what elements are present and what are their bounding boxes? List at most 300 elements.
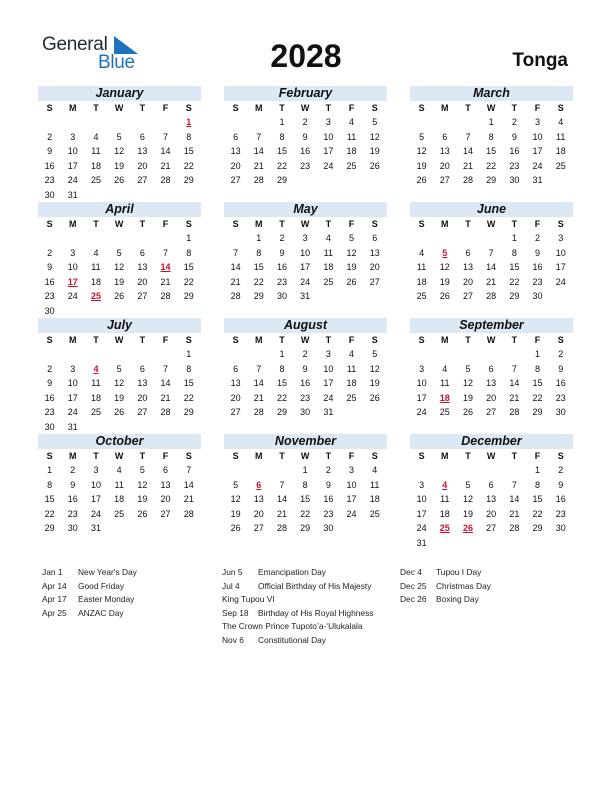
day-cell: 1 [279, 349, 285, 359]
week-row [410, 405, 573, 420]
day-cell: 3 [325, 117, 331, 127]
weekday-label: M [69, 335, 77, 345]
empty-day-cell [108, 420, 131, 435]
month-april [38, 202, 201, 319]
weekday-label: T [325, 335, 332, 345]
month-title: July [38, 318, 201, 333]
week-row [224, 507, 387, 522]
day-cell: 27 [486, 407, 497, 418]
week-row [38, 376, 201, 391]
month-title: September [410, 318, 573, 333]
day-cell: 6 [163, 465, 169, 475]
day-cell: 11 [440, 378, 450, 389]
weekday-label: M [69, 103, 77, 113]
day-cell: 12 [369, 131, 380, 142]
week-row [38, 173, 201, 188]
empty-day-cell [294, 173, 317, 188]
day-cell: 8 [256, 247, 262, 258]
day-cell: 18 [439, 508, 450, 519]
day-cell: 28 [509, 407, 520, 418]
day-cell: 15 [300, 494, 311, 505]
holiday-column [42, 566, 137, 620]
day-cell: 25 [416, 291, 427, 302]
day-cell: 2 [279, 233, 285, 243]
weekday-label: W [300, 451, 310, 461]
weekday-label: S [232, 103, 239, 113]
day-cell: 5 [116, 363, 122, 374]
empty-day-cell [154, 420, 177, 435]
day-cell: 8 [186, 363, 192, 374]
day-cell: 10 [346, 479, 357, 490]
day-cell: 9 [558, 363, 564, 374]
day-cell: 9 [47, 378, 53, 389]
empty-day-cell [108, 304, 131, 319]
week-row [224, 289, 387, 304]
country-name: Tonga [512, 50, 568, 71]
day-cell: 31 [67, 189, 78, 200]
weekday-label: S [418, 219, 425, 229]
day-cell: 16 [44, 276, 55, 287]
day-cell: 3 [70, 363, 76, 374]
empty-day-cell [410, 115, 433, 130]
day-cell: 23 [300, 392, 311, 403]
holiday-day-cell: 25 [439, 523, 450, 534]
empty-day-cell [456, 231, 479, 246]
day-cell: 18 [346, 146, 357, 157]
weekday-label: S [46, 219, 53, 229]
day-cell: 30 [509, 175, 520, 186]
weekday-label: T [465, 335, 471, 345]
day-cell: 21 [253, 392, 264, 403]
empty-day-cell [131, 188, 154, 203]
day-cell: 19 [114, 392, 125, 403]
weekday-label: W [486, 335, 496, 345]
day-cell: 13 [137, 262, 148, 273]
week-row [38, 507, 201, 522]
week-row [224, 260, 387, 275]
empty-day-cell [456, 347, 479, 362]
weekday-label: W [114, 335, 124, 345]
day-cell: 16 [555, 378, 566, 389]
week-row [38, 492, 201, 507]
weekday-label: W [114, 103, 124, 113]
weekday-label: M [69, 219, 77, 229]
weekday-header-row [224, 217, 387, 231]
day-cell: 30 [300, 407, 311, 418]
holiday-entry [400, 566, 491, 580]
day-cell: 23 [323, 508, 334, 519]
day-cell: 8 [488, 131, 494, 142]
day-cell: 10 [67, 378, 78, 389]
weekday-label: S [557, 103, 564, 113]
empty-day-cell [503, 536, 526, 551]
day-cell: 29 [183, 175, 194, 186]
empty-day-cell [108, 347, 131, 362]
day-cell: 19 [346, 262, 357, 273]
empty-day-cell [317, 173, 340, 188]
day-cell: 10 [323, 363, 334, 374]
holiday-entry [42, 580, 137, 594]
day-cell: 20 [230, 160, 241, 171]
weekday-label: F [162, 103, 169, 113]
day-cell: 16 [276, 262, 287, 273]
empty-day-cell [61, 347, 84, 362]
month-march [410, 86, 573, 188]
day-cell: 30 [67, 523, 78, 534]
holiday-entry [42, 607, 137, 621]
day-cell: 27 [137, 291, 148, 302]
weekday-label: S [185, 219, 192, 229]
empty-day-cell [131, 521, 154, 536]
day-cell: 7 [488, 247, 494, 258]
empty-day-cell [480, 536, 503, 551]
holiday-name: Emancipation Day [258, 567, 326, 577]
week-row [38, 405, 201, 420]
day-cell: 17 [67, 160, 78, 171]
weekday-label: T [465, 103, 471, 113]
week-row [224, 144, 387, 159]
day-cell: 15 [183, 146, 194, 157]
day-cell: 26 [462, 407, 473, 418]
day-cell: 14 [160, 378, 171, 389]
day-cell: 21 [230, 276, 241, 287]
month-title: December [410, 434, 573, 449]
week-row [38, 347, 201, 362]
day-cell: 28 [183, 508, 194, 519]
weekday-label: W [300, 219, 310, 229]
day-cell: 8 [279, 131, 285, 142]
weekday-label: F [534, 103, 541, 113]
week-row [38, 188, 201, 203]
day-cell: 23 [509, 160, 520, 171]
weekday-label: W [486, 451, 496, 461]
day-cell: 21 [183, 494, 194, 505]
day-cell: 22 [276, 392, 287, 403]
day-cell: 31 [532, 175, 543, 186]
day-cell: 24 [416, 407, 427, 418]
day-cell: 29 [486, 175, 497, 186]
day-cell: 2 [558, 465, 564, 475]
day-cell: 14 [160, 146, 171, 157]
weekday-header-row [410, 449, 573, 463]
day-cell: 23 [555, 392, 566, 403]
empty-day-cell [38, 115, 61, 130]
day-cell: 17 [532, 146, 543, 157]
day-cell: 14 [183, 479, 194, 490]
day-cell: 15 [253, 262, 264, 273]
day-cell: 23 [44, 407, 55, 418]
day-cell: 24 [67, 291, 78, 302]
day-cell: 24 [323, 392, 334, 403]
empty-day-cell [433, 536, 456, 551]
day-cell: 17 [90, 494, 101, 505]
empty-day-cell [154, 188, 177, 203]
day-cell: 4 [325, 233, 331, 243]
day-cell: 23 [532, 276, 543, 287]
empty-day-cell [363, 289, 386, 304]
day-cell: 3 [558, 233, 564, 243]
day-cell: 4 [93, 247, 99, 258]
empty-day-cell [340, 405, 363, 420]
day-cell: 30 [44, 305, 55, 316]
day-cell: 15 [183, 262, 194, 273]
day-cell: 4 [349, 349, 355, 359]
day-cell: 8 [535, 363, 541, 374]
day-cell: 3 [70, 247, 76, 258]
day-cell: 15 [183, 378, 194, 389]
day-cell: 24 [346, 508, 357, 519]
day-cell: 14 [253, 146, 264, 157]
holiday-date: Jun 5 [222, 567, 243, 577]
month-august [224, 318, 387, 420]
day-cell: 22 [44, 508, 55, 519]
day-cell: 14 [509, 378, 520, 389]
week-row [410, 362, 573, 377]
day-cell: 9 [511, 131, 517, 142]
day-cell: 10 [416, 494, 427, 505]
day-cell: 2 [511, 117, 517, 127]
day-cell: 24 [555, 276, 566, 287]
day-cell: 30 [44, 421, 55, 432]
day-cell: 28 [276, 523, 287, 534]
week-row [224, 521, 387, 536]
week-row [410, 159, 573, 174]
day-cell: 15 [532, 494, 543, 505]
day-cell: 27 [230, 407, 241, 418]
day-cell: 22 [532, 508, 543, 519]
day-cell: 3 [535, 117, 541, 127]
day-cell: 16 [67, 494, 78, 505]
day-cell: 2 [302, 349, 308, 359]
day-cell: 30 [532, 291, 543, 302]
holiday-day-cell: 18 [439, 392, 450, 403]
day-cell: 9 [325, 479, 331, 490]
weekday-label: F [348, 335, 355, 345]
empty-day-cell [363, 405, 386, 420]
holiday-date: Jul 4 [222, 580, 240, 591]
week-row [410, 347, 573, 362]
logo-word-general: General [42, 34, 108, 55]
day-cell: 19 [416, 160, 427, 171]
week-row [224, 130, 387, 145]
day-cell: 13 [137, 378, 148, 389]
day-cell: 9 [70, 479, 76, 490]
weekday-label: T [139, 335, 146, 345]
weekday-label: S [418, 103, 425, 113]
month-december [410, 434, 573, 551]
empty-day-cell [177, 521, 200, 536]
day-cell: 9 [558, 479, 564, 490]
weekday-header-row [410, 101, 573, 115]
day-cell: 28 [509, 523, 520, 534]
day-cell: 7 [256, 131, 262, 142]
empty-day-cell [131, 231, 154, 246]
day-cell: 13 [253, 494, 264, 505]
weekday-label: F [534, 451, 541, 461]
day-cell: 16 [532, 262, 543, 273]
day-cell: 3 [70, 131, 76, 142]
week-row [224, 492, 387, 507]
holiday-entry [42, 593, 137, 607]
week-row [410, 507, 573, 522]
weekday-label: S [232, 451, 239, 461]
holiday-entry [400, 593, 491, 607]
weekday-label: S [371, 219, 378, 229]
week-row [224, 159, 387, 174]
month-november [224, 434, 387, 536]
day-cell: 25 [114, 508, 125, 519]
weekday-label: T [279, 103, 285, 113]
day-cell: 10 [67, 146, 78, 157]
week-row [38, 391, 201, 406]
day-cell: 6 [488, 363, 494, 374]
day-cell: 23 [67, 508, 78, 519]
month-june [410, 202, 573, 304]
empty-day-cell [154, 304, 177, 319]
day-cell: 17 [346, 494, 357, 505]
day-cell: 11 [91, 262, 101, 273]
holiday-name: Christmas Day [436, 580, 491, 591]
day-cell: 26 [114, 291, 125, 302]
day-cell: 22 [183, 392, 194, 403]
day-cell: 5 [116, 247, 122, 258]
day-cell: 16 [300, 378, 311, 389]
day-cell: 20 [486, 508, 497, 519]
day-cell: 21 [253, 160, 264, 171]
empty-day-cell [61, 231, 84, 246]
day-cell: 2 [535, 233, 541, 243]
day-cell: 7 [511, 363, 517, 374]
day-cell: 26 [416, 175, 427, 186]
day-cell: 8 [47, 479, 53, 490]
weekday-label: T [325, 451, 332, 461]
day-cell: 7 [163, 247, 169, 258]
weekday-label: F [348, 103, 355, 113]
empty-day-cell [456, 536, 479, 551]
empty-day-cell [480, 231, 503, 246]
day-cell: 9 [302, 131, 308, 142]
day-cell: 8 [186, 247, 192, 258]
day-cell: 14 [486, 262, 497, 273]
holiday-day-cell: 4 [93, 363, 99, 374]
month-title: August [224, 318, 387, 333]
day-cell: 24 [67, 407, 78, 418]
weekday-label: T [279, 219, 285, 229]
day-cell: 8 [535, 479, 541, 490]
week-row [224, 376, 387, 391]
empty-day-cell [108, 115, 131, 130]
week-row [224, 362, 387, 377]
day-cell: 6 [233, 363, 239, 374]
empty-day-cell [38, 231, 61, 246]
empty-day-cell [503, 463, 526, 478]
weekday-label: S [185, 335, 192, 345]
week-row [224, 275, 387, 290]
day-cell: 23 [44, 175, 55, 186]
day-cell: 6 [139, 131, 145, 142]
holiday-day-cell: 26 [462, 523, 473, 534]
day-cell: 18 [323, 262, 334, 273]
logo-word-blue: Blue [98, 52, 135, 73]
day-cell: 29 [300, 523, 311, 534]
day-cell: 17 [323, 378, 334, 389]
day-cell: 30 [276, 291, 287, 302]
day-cell: 31 [90, 523, 101, 534]
day-cell: 10 [300, 247, 311, 258]
day-cell: 17 [67, 392, 78, 403]
day-cell: 2 [302, 117, 308, 127]
month-september [410, 318, 573, 420]
weekday-label: T [511, 335, 518, 345]
day-cell: 24 [300, 276, 311, 287]
holiday-date: Dec 4 [400, 567, 422, 577]
day-cell: 17 [555, 262, 566, 273]
week-row [38, 130, 201, 145]
day-cell: 8 [279, 363, 285, 374]
empty-day-cell [84, 304, 107, 319]
day-cell: 29 [44, 523, 55, 534]
empty-day-cell [247, 347, 270, 362]
weekday-label: S [557, 335, 564, 345]
day-cell: 23 [44, 291, 55, 302]
week-row [224, 391, 387, 406]
empty-day-cell [108, 231, 131, 246]
day-cell: 28 [160, 407, 171, 418]
weekday-label: F [162, 219, 169, 229]
weekday-header-row [224, 101, 387, 115]
day-cell: 25 [90, 407, 101, 418]
day-cell: 7 [465, 131, 471, 142]
day-cell: 21 [276, 508, 287, 519]
day-cell: 9 [47, 262, 53, 273]
empty-day-cell [340, 289, 363, 304]
week-row [410, 521, 573, 536]
day-cell: 12 [114, 262, 125, 273]
holiday-date: Jan 1 [42, 567, 63, 577]
month-october [38, 434, 201, 536]
day-cell: 22 [253, 276, 264, 287]
holiday-entry [400, 580, 491, 594]
day-cell: 29 [183, 407, 194, 418]
day-cell: 26 [137, 508, 148, 519]
month-january [38, 86, 201, 203]
day-cell: 18 [114, 494, 125, 505]
day-cell: 7 [256, 363, 262, 374]
empty-day-cell [84, 188, 107, 203]
day-cell: 7 [163, 131, 169, 142]
empty-day-cell [480, 463, 503, 478]
day-cell: 18 [346, 378, 357, 389]
day-cell: 20 [369, 262, 380, 273]
empty-day-cell [154, 231, 177, 246]
day-cell: 20 [160, 494, 171, 505]
week-row [224, 246, 387, 261]
holiday-entry [222, 607, 373, 621]
week-row [410, 246, 573, 261]
weekday-label: T [139, 219, 146, 229]
day-cell: 14 [509, 494, 520, 505]
day-cell: 12 [114, 378, 125, 389]
weekday-label: S [185, 451, 192, 461]
holiday-day-cell: 4 [442, 479, 448, 490]
day-cell: 14 [253, 378, 264, 389]
day-cell: 5 [372, 117, 378, 127]
day-cell: 21 [160, 160, 171, 171]
day-cell: 21 [160, 276, 171, 287]
day-cell: 6 [372, 233, 378, 243]
weekday-header-row [38, 101, 201, 115]
week-row [410, 289, 573, 304]
